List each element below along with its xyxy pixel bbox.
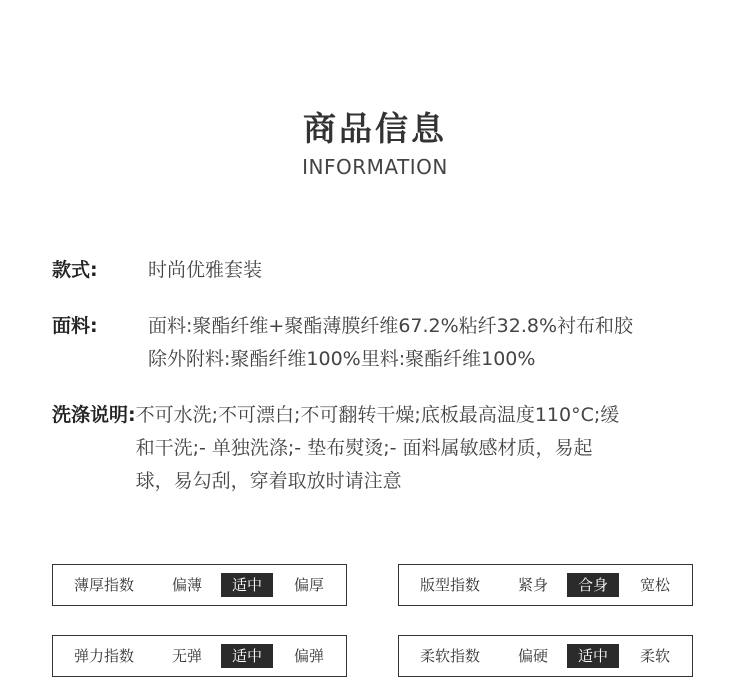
care-row xyxy=(52,399,702,498)
softness-option-selected: 适中 xyxy=(567,644,619,668)
thickness-option-selected: 适中 xyxy=(221,573,273,597)
care-label: 洗涤说明: xyxy=(52,404,136,426)
fit-index-box xyxy=(398,564,693,606)
thickness-index-box xyxy=(52,564,347,606)
care-line: 不可水洗;不可漂白;不可翻转干燥;底板最高温度110°C;缓 xyxy=(135,404,620,426)
fabric-value xyxy=(148,310,633,376)
elasticity-option: 无弹 xyxy=(172,647,203,665)
product-info xyxy=(52,254,702,521)
elasticity-index-box xyxy=(52,635,347,677)
elasticity-option: 偏弹 xyxy=(294,647,325,665)
fabric-label: 面料: xyxy=(52,315,98,337)
care-line: 球，易勾刮，穿着取放时请注意 xyxy=(135,470,402,492)
section-subtitle: INFORMATION xyxy=(302,155,448,179)
care-line: 和干洗;- 单独洗涤;- 垫布熨烫;- 面料属敏感材质，易起 xyxy=(135,437,593,459)
style-value: 时尚优雅套装 xyxy=(148,259,263,281)
fit-option: 宽松 xyxy=(640,576,671,594)
softness-index-box xyxy=(398,635,693,677)
thickness-index-name: 薄厚指数 xyxy=(74,576,135,594)
care-value xyxy=(136,399,620,498)
style-row xyxy=(52,254,702,287)
fabric-row xyxy=(52,310,702,376)
fit-option: 紧身 xyxy=(518,576,549,594)
softness-index-name: 柔软指数 xyxy=(420,647,481,665)
thickness-option: 偏薄 xyxy=(172,576,203,594)
elasticity-option-selected: 适中 xyxy=(221,644,273,668)
fit-option-selected: 合身 xyxy=(567,573,619,597)
thickness-option: 偏厚 xyxy=(294,576,325,594)
fit-index-name: 版型指数 xyxy=(420,576,481,594)
section-title: 商品信息 xyxy=(303,109,447,148)
softness-option: 偏硬 xyxy=(518,647,549,665)
section-header xyxy=(0,106,750,180)
elasticity-index-name: 弹力指数 xyxy=(74,647,135,665)
fabric-line: 面料:聚酯纤维+聚酯薄膜纤维67.2%粘纤32.8%衬布和胶 xyxy=(148,315,634,337)
softness-option: 柔软 xyxy=(640,647,671,665)
style-label: 款式: xyxy=(52,259,98,281)
fabric-line: 除外附料:聚酯纤维100%里料:聚酯纤维100% xyxy=(148,348,536,370)
